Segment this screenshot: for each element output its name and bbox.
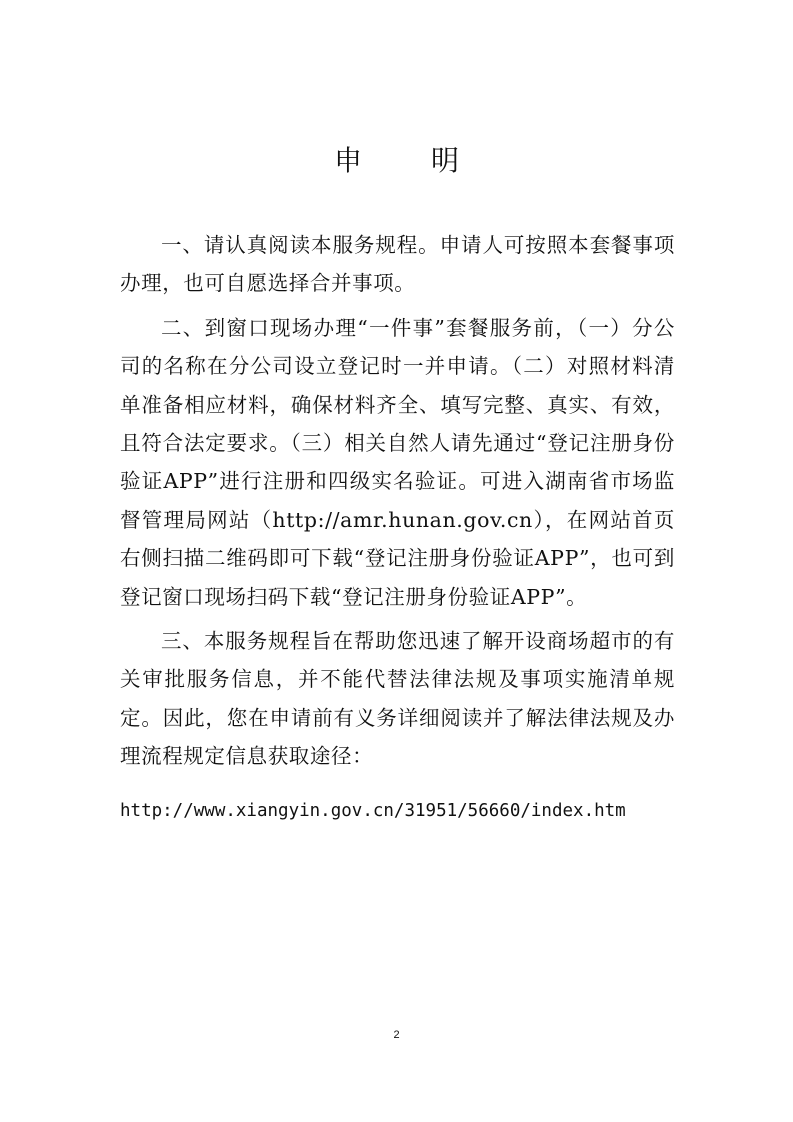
info-url-link[interactable]: http://www.xiangyin.gov.cn/31951/56660/index.htm: [120, 801, 626, 821]
paragraph-1: 一、请认真阅读本服务规程。申请人可按照本套餐事项办理，也可自愿选择合并事项。: [120, 233, 675, 296]
paragraph-3: 三、本服务规程旨在帮助您迅速了解开设商场超市的有关审批服务信息，并不能代替法律法规及事项实施清单规定。因此，您在申请前有义务详细阅读并了解法律法规及办理流程规定信息获取途径：: [120, 629, 675, 769]
statement-body: [120, 226, 675, 776]
page-number: 2: [393, 1029, 400, 1041]
paragraph-2: 二、到窗口现场办理“一件事”套餐服务前，（一）分公司的名称在分公司设立登记时一并申请。（二）对照材料清单准备相应材料，确保材料齐全、填写完整、真实、有效，且符合法定要求。（三）相关自然人请先通过“登记注册身份验证APP”进行注册和四级实名验证。可进入湖南省市场监督管理局网站（http://amr.hunan.gov.cn），在网站首页右侧扫描二维码即可下载“登记注册身份验证APP”，也可到登记窗口现场扫码下载“登记注册身份验证APP”。: [120, 315, 675, 609]
page-title: 申 明: [334, 144, 489, 177]
